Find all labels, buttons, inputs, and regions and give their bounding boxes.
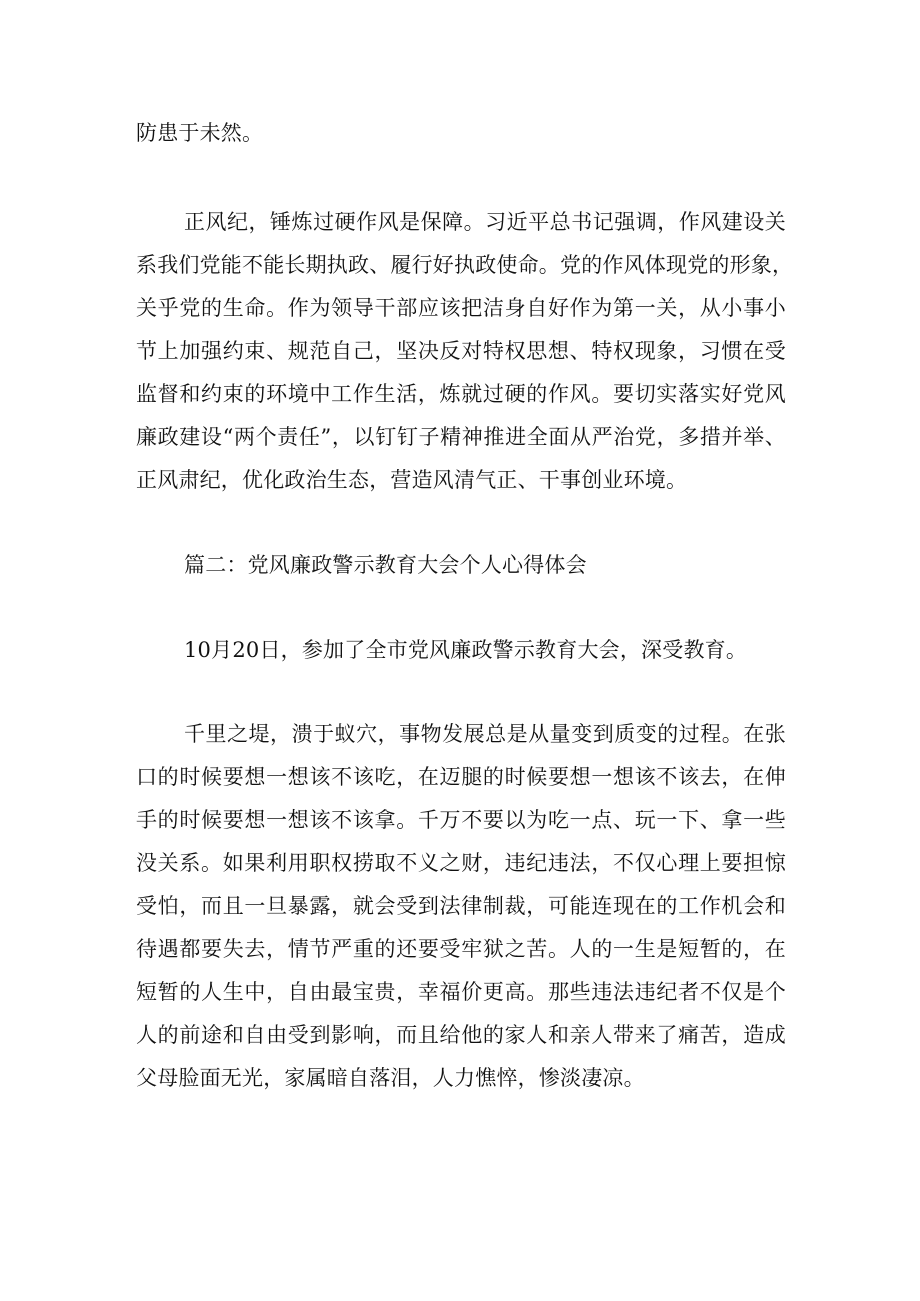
paragraph-line: 人的前途和自由受到影响，而且给他的家人和亲人带来了痛苦，造成 bbox=[136, 1023, 786, 1047]
section-heading: 篇二：党风廉政警示教育大会个人心得体会 bbox=[184, 553, 587, 577]
paragraph-line: 节上加强约束、规范自己，坚决反对特权思想、特权现象，习惯在受 bbox=[136, 339, 786, 363]
paragraph-line: 父母脸面无光，家属暗自落泪，人力憔悴，惨淡凄凉。 bbox=[136, 1066, 645, 1090]
paragraph-line: 廉政建设“两个责任”，以钉钉子精神推进全面从严治党，多措并举、 bbox=[136, 425, 786, 449]
paragraph-line: 系我们党能不能长期执政、履行好执政使命。党的作风体现党的形象， bbox=[136, 253, 794, 277]
paragraph-line: 受怕，而且一旦暴露，就会受到法律制裁，可能连现在的工作机会和 bbox=[136, 894, 786, 918]
paragraph-line: 防患于未然。 bbox=[136, 121, 264, 145]
paragraph-line: 待遇都要失去，情节严重的还要受牢狱之苦。人的一生是短暂的，在 bbox=[136, 937, 786, 961]
paragraph-line: 手的时候要想一想该不该拿。千万不要以为吃一点、玩一下、拿一些 bbox=[136, 808, 786, 832]
paragraph-line: 10月20日，参加了全市党风廉政警示教育大会，深受教育。 bbox=[184, 638, 748, 662]
paragraph-line: 关乎党的生命。作为领导干部应该把洁身自好作为第一关，从小事小 bbox=[136, 296, 786, 320]
paragraph-line: 监督和约束的环境中工作生活，炼就过硬的作风。要切实落实好党风 bbox=[136, 382, 786, 406]
paragraph-line: 短暂的人生中，自由最宝贵，幸福价更高。那些违法违纪者不仅是个 bbox=[136, 980, 786, 1004]
paragraph-line: 正风肃纪，优化政治生态，营造风清气正、干事创业环境。 bbox=[136, 468, 688, 492]
paragraph-line: 没关系。如果利用职权捞取不义之财，违纪违法，不仅心理上要担惊 bbox=[136, 851, 786, 875]
paragraph-line: 千里之堤，溃于蚁穴，事物发展总是从量变到质变的过程。在张 bbox=[184, 722, 786, 746]
paragraph-line: 正风纪，锤炼过硬作风是保障。习近平总书记强调，作风建设关 bbox=[184, 210, 786, 234]
paragraph-line: 口的时候要想一想该不该吃，在迈腿的时候要想一想该不该去，在伸 bbox=[136, 765, 786, 789]
